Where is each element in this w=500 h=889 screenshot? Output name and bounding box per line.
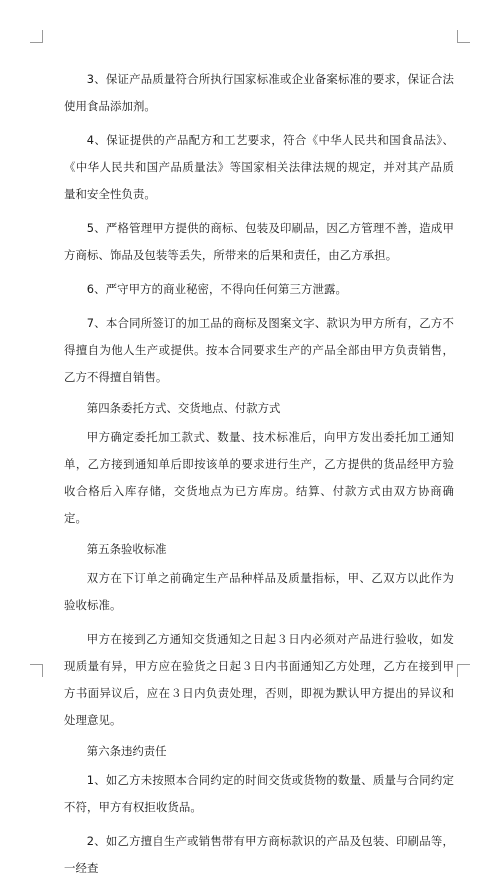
article-6-clause-1: 1、如乙方未按照本合同约定的时间交货或货物的数量、质量与合同约定不符，甲方有权拒收货品。 bbox=[64, 773, 454, 814]
section-heading-article-6: 第六条违约责任 bbox=[86, 744, 167, 758]
section-heading-article-4: 第四条委托方式、交货地点、付款方式 bbox=[86, 401, 281, 415]
clause-6-trade-secrets: 6、严守甲方的商业秘密，不得向任何第三方泄露。 bbox=[86, 282, 347, 296]
clause-4-formula-compliance: 4、保证提供的产品配方和工艺要求，符合《中华人民共和国食品法》、《中华人民共和国产品质量法》等国家相关法律法规的规定，并对其产品质量和安全性负责。 bbox=[64, 133, 454, 201]
crop-mark-bottom-left bbox=[30, 664, 43, 677]
article-4-body: 甲方确定委托加工款式、数量、技术标准后，向甲方发出委托加工通知单，乙方接到通知单后即按该单的要求进行生产，乙方提供的货品经甲方验收合格后入库存储，交货地点为已方库房。结算、付款方式由双方协商确定。 bbox=[64, 430, 454, 525]
article-5-body-inspection: 甲方在接到乙方通知交货通知之日起３日内必须对产品进行验收，如发现质量有异，甲方应在验货之日起３日内书面通知乙方处理，乙方在接到甲方书面异议后，应在３日内负责处理，否则，即视为默认甲方提出的异议和处理意见。 bbox=[64, 632, 454, 727]
crop-mark-bottom-right bbox=[457, 664, 470, 677]
clause-5-trademark-management: 5、严格管理甲方提供的商标、包装及印刷品，因乙方管理不善，造成甲方商标、饰品及包装等丢失，所带来的后果和责任，由乙方承担。 bbox=[64, 221, 454, 262]
clause-7-trademark-ownership: 7、本合同所签订的加工品的商标及图案文字、款识为甲方所有，乙方不得擅自为他人生产或提供。按本合同要求生产的产品全部由甲方负责销售，乙方不得擅自销售。 bbox=[64, 316, 454, 384]
crop-mark-top-right bbox=[457, 30, 470, 43]
article-6-clause-2: 2、如乙方擅自生产或销售带有甲方商标款识的产品及包装、印刷品等，一经查 bbox=[64, 834, 454, 875]
section-heading-article-5: 第五条验收标准 bbox=[86, 542, 167, 556]
document-body bbox=[64, 66, 454, 889]
crop-mark-top-left bbox=[30, 30, 43, 43]
clause-3-food-additives: 3、保证产品质量符合所执行国家标准或企业备案标准的要求，保证合法使用食品添加剂。 bbox=[64, 72, 454, 113]
article-5-body-standard: 双方在下订单之前确定生产品种样品及质量指标，甲、乙双方以此作为验收标准。 bbox=[64, 571, 454, 612]
